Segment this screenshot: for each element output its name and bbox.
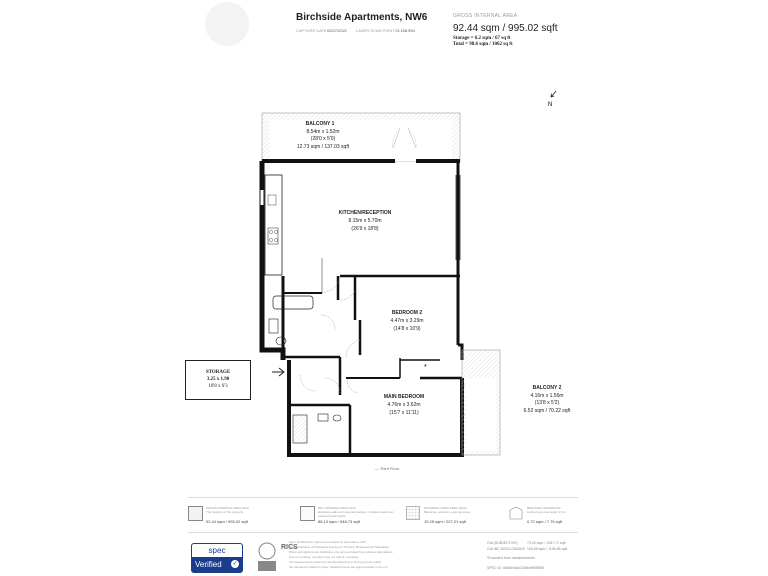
excluded-marker: * (424, 364, 427, 371)
capture-date-value: 02/07/2021 (327, 28, 348, 33)
main-bedroom-metric: 4.76m x 3.62m (387, 402, 421, 408)
legend-rh-desc: Limited use area under 1.5 m (527, 510, 567, 514)
balcony1-imperial: (28'0 x 5'0) (310, 136, 336, 142)
spec-id: SPEC ID: 8563e3fa4013f6e5ff0f85f5 (487, 566, 544, 570)
storage-metric: 3.25 x 1.90 (206, 377, 230, 382)
balcony-1 (262, 113, 460, 161)
gia-value: 92.44 sqm / 995.02 sqft (453, 23, 558, 34)
capture-date-label: CAPTURE DATE (296, 28, 327, 33)
bedroom2-metric: 4.47m x 3.29m (390, 318, 424, 324)
spec-logo: spec (208, 546, 226, 555)
legend-gia-title: GROSS INTERNAL AREA (GIA) (206, 506, 250, 510)
laser-scan-label: LASER SCAN POINTS (356, 28, 398, 33)
excluded-note: *Excluded from measurements (487, 556, 535, 560)
laser-scan-value: 3,158,954 (397, 28, 415, 33)
legend-nia-value: 88.13 sqm / 948.73 sqft (318, 519, 360, 524)
legend-rh (509, 506, 523, 525)
gia-icon (188, 506, 203, 521)
reduced-headroom-icon (509, 506, 523, 520)
disclaimer-line: Royal Institution of Chartered Surveyors' Property Measurement Standards. (289, 545, 390, 549)
storage-imperial: 10'8 x 6'3 (208, 384, 228, 389)
legend-nia-title: NET INTERNAL AREA (NIA) (318, 506, 357, 510)
property-title: Birchside Apartments, NW6 (296, 12, 428, 23)
legend-eoa-title: EXTERNAL OPEN AREA (EOA) (424, 506, 467, 510)
legend-gia (188, 506, 203, 521)
disclaimer-line: All measurements shown for the illustrated room sizing and are within (289, 560, 382, 564)
entrance-arrow-icon (272, 368, 284, 376)
check-icon: ✓ (232, 561, 238, 567)
rics-label: RICS (281, 544, 298, 551)
kitchen-counter (265, 175, 282, 275)
balcony-2 (462, 350, 500, 455)
disclaimer-line: Spec Verified floor plans are produced in accordance with (289, 540, 366, 544)
kitchen-name: KITCHEN/RECEPTION (338, 210, 392, 216)
disclaimer-line: Due to rounding, numbers may not add up precisely. (289, 555, 359, 559)
legend-eoa-value: 19.25 sqm / 207.21 sqft (424, 519, 466, 524)
total-area: Total = 98.6 sqm / 1062 sq ft (453, 42, 513, 47)
floor-label: — Third Floor (374, 466, 400, 471)
spec-verified-badge (191, 543, 243, 573)
legend-rh-value: 0.72 sqm / 7.75 sqft (527, 519, 563, 524)
legend-eoa-desc: Balconies, terraces, external areas (424, 510, 471, 514)
gia-label: GROSS INTERNAL AREA (453, 13, 518, 19)
balcony1-name: BALCONY 1 (305, 121, 335, 127)
ensuite-fixtures (293, 414, 341, 443)
verified-label (192, 557, 242, 572)
legend-gia-desc: The footprint of the property (206, 510, 244, 514)
legend-gia-value: 92.44 sqm / 995.02 sqft (206, 519, 248, 524)
legend-divider (188, 497, 578, 498)
kitchen-metric: 8.15m x 5.70m (348, 218, 382, 224)
balcony2-area: 6.52 sqm / 70.22 sqft (523, 408, 571, 414)
verified-text: Verified (195, 560, 222, 569)
compass-north: N (548, 102, 553, 108)
legend-nia (300, 506, 315, 521)
total-gia-value: 73.20 sqm / 1087.71 sqft (527, 541, 566, 545)
kitchen-imperial: (26'9 x 18'8) (351, 226, 379, 232)
bedroom2-imperial: (14'8 x 10'9) (393, 326, 421, 332)
balcony1-metric: 8.54m x 1.52m (306, 129, 340, 135)
compass-icon (548, 91, 556, 108)
disclaimer-line: Plans and gardens are illustrative only and excluded from all area calculations. (289, 550, 394, 554)
nia-icon (300, 506, 315, 521)
eoa-icon (406, 506, 420, 520)
storage-area: Storage = 6.2 sqm / 67 sq ft (453, 36, 511, 41)
balcony2-imperial: (13'8 x 5'2) (534, 400, 560, 406)
storage-name: STORAGE (205, 370, 231, 375)
legend-rh-title: REDUCED HEADROOM (527, 506, 561, 510)
total-gia-label: GIA (SUBJECTIVE) (487, 541, 518, 545)
apartment-walls (262, 161, 462, 455)
rics-logo-icon (254, 542, 280, 572)
storage-room (185, 360, 251, 400)
total-gia-inc-label: GIA INC DISCLOSABLE (487, 547, 526, 551)
legend-eoa (406, 506, 420, 525)
main-bedroom-name: MAIN BEDROOM (383, 394, 425, 400)
main-bedroom-imperial: (15'7 x 11'11) (389, 410, 419, 416)
bedroom2-name: BEDROOM 2 (391, 310, 423, 316)
legend-nia-desc: Excludes walls and external features, includes washroom, reduced head height (318, 510, 395, 518)
total-gia-inc-value: 100.69 sqm / 1196.86 sqft (527, 547, 568, 551)
balcony2-name: BALCONY 2 (532, 385, 562, 391)
bathroom-fixtures (269, 296, 313, 345)
footer-divider (188, 532, 578, 533)
balcony2-metric: 4.16m x 1.56m (530, 393, 564, 399)
balcony1-area: 12.73 sqm / 137.03 sqft (296, 144, 350, 150)
disclaimer-line: the tolerances stated by Spec. Measurements are approximated to the cm. (289, 565, 389, 569)
